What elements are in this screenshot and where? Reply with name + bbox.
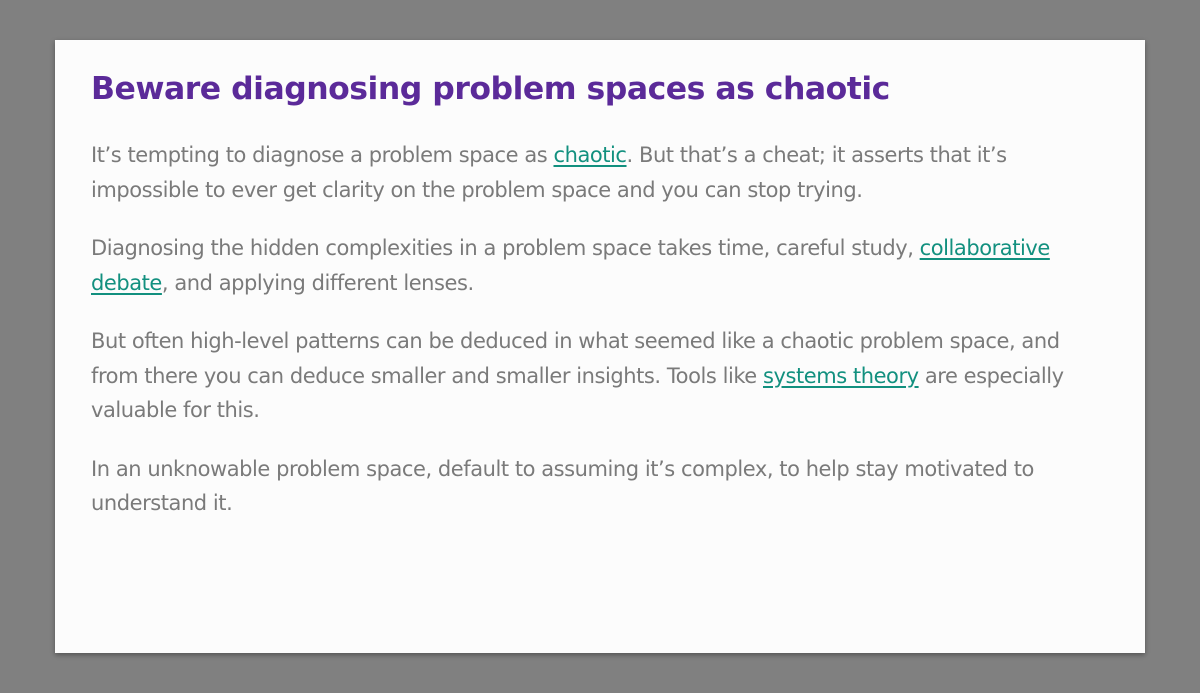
paragraph-1-text-before: It’s tempting to diagnose a problem space as <box>91 143 554 167</box>
chaotic-link[interactable]: chaotic <box>553 143 627 167</box>
paragraph-4: In an unknowable problem space, default to assuming it’s complex, to help stay motivated to understand it. <box>91 456 1034 515</box>
paragraph-3-text-after: are especially valuable for this. <box>91 363 1064 422</box>
systems-theory-link[interactable]: systems theory <box>763 363 919 388</box>
paragraph-3 <box>91 324 1109 428</box>
article-title: Beware diagnosing problem spaces as chaotic <box>91 71 890 107</box>
paragraph-2-text-before: Diagnosing the hidden complexities in a problem space takes time, careful study, <box>91 236 920 260</box>
paragraph-1 <box>91 138 1109 207</box>
paragraph-2 <box>91 231 1109 300</box>
paragraph-3-text-before: But often high-level patterns can be deduced in what seemed like a chaotic problem space, and from there you can deduce smaller and smaller insights. Tools like <box>91 329 1060 388</box>
collaborative-debate-link[interactable]: collaborative debate <box>91 236 1050 295</box>
paragraph-2-text-after: , and applying different lenses. <box>161 270 474 295</box>
paragraph-1-text-after: . But that’s a cheat; it asserts that it’s impossible to ever get clarity on the problem space and you can stop trying. <box>91 143 1007 202</box>
article-card <box>55 40 1145 653</box>
